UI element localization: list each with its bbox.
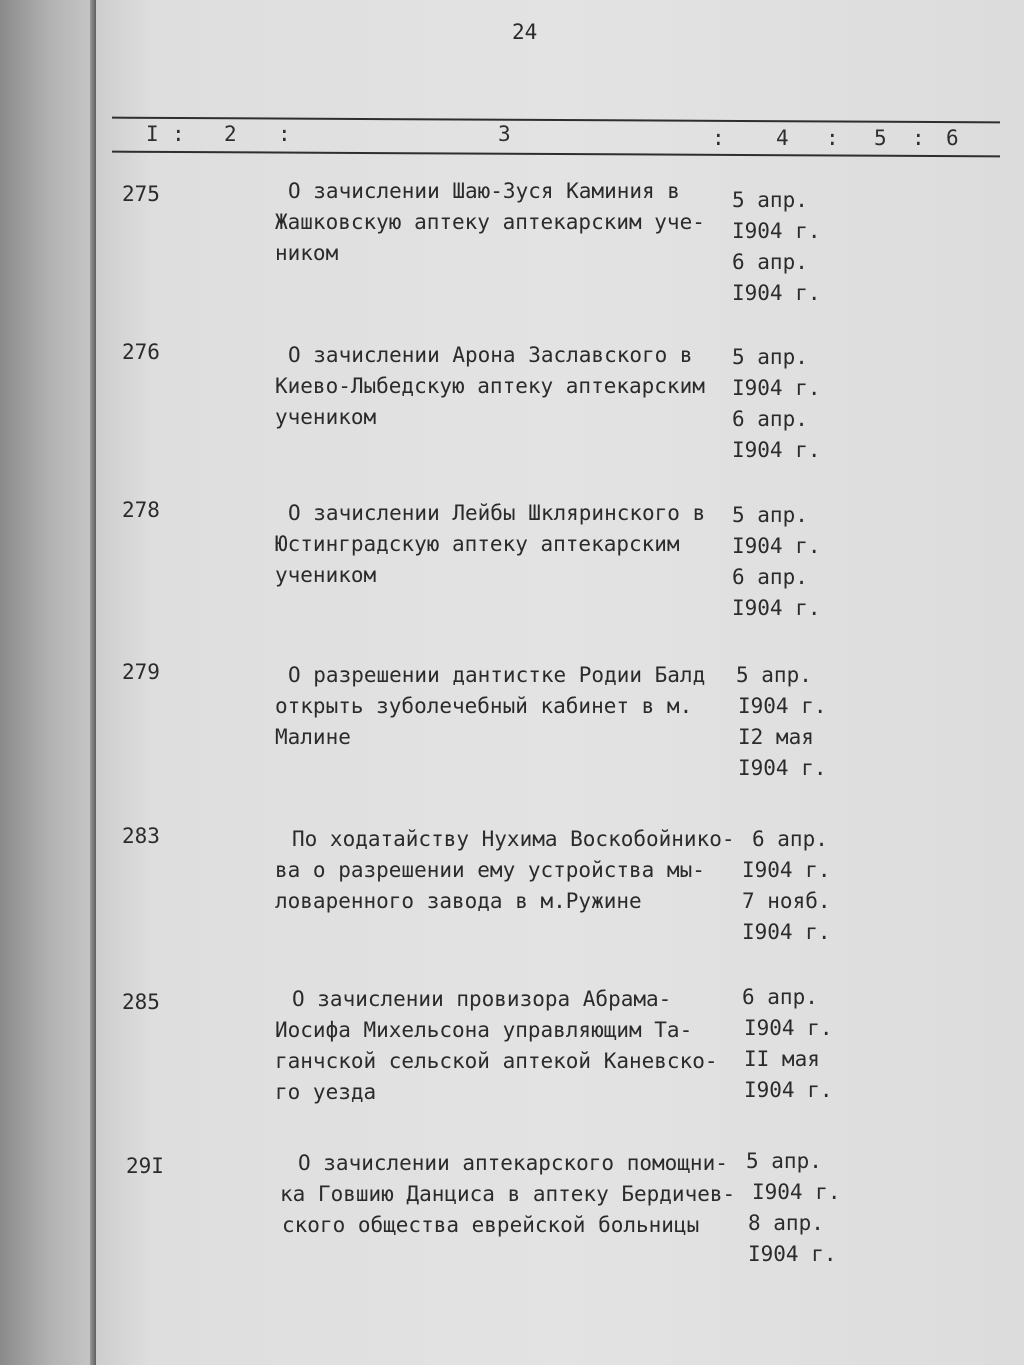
header-col-4: 4 xyxy=(776,126,789,150)
entry-date: 6 апр. xyxy=(732,565,808,589)
header-col-5: 5 xyxy=(874,126,887,150)
entry-date: I904 г. xyxy=(732,281,821,305)
entry-description-line: ловаренного завода в м.Ружине xyxy=(275,889,642,913)
entry-description-line: ником xyxy=(275,241,339,265)
entry-description-line: учеником xyxy=(275,563,377,587)
entry-description-line: О зачислении аптекарского помощни- xyxy=(298,1151,728,1175)
entry-date: I904 г. xyxy=(744,1078,833,1102)
entry-date: I904 г. xyxy=(732,596,821,620)
entry-number: 285 xyxy=(122,990,160,1014)
entry-date: 5 апр. xyxy=(736,663,812,687)
entry-date: I904 г. xyxy=(738,756,827,780)
entry-description-line: открыть зуболечебный кабинет в м. xyxy=(275,694,693,718)
header-col-2: 2 xyxy=(224,122,237,146)
entry-date: 5 апр. xyxy=(732,345,808,369)
entry-number: 29I xyxy=(126,1154,164,1178)
entry-date: 6 апр. xyxy=(752,827,828,851)
entry-description-line: О разрешении дантистке Родии Балд xyxy=(288,663,706,687)
entry-date: 5 апр. xyxy=(746,1149,822,1173)
entry-description-line: Жашковскую аптеку аптекарским уче- xyxy=(275,210,705,234)
entry-description-line: Юстинградскую аптеку аптекарским xyxy=(275,532,680,556)
entry-date: II мая xyxy=(744,1047,820,1071)
entry-description-line: ганчской сельской аптекой Каневско- xyxy=(275,1049,718,1073)
entry-date: I904 г. xyxy=(738,694,827,718)
entry-date: I904 г. xyxy=(742,858,831,882)
entry-description-line: ка Говшию Данциса в аптеку Бердичев- xyxy=(280,1182,736,1206)
entry-date: I904 г. xyxy=(732,438,821,462)
entry-date: I904 г. xyxy=(752,1180,841,1204)
entry-date: 6 апр. xyxy=(732,407,808,431)
entry-date: I904 г. xyxy=(744,1016,833,1040)
entry-date: I904 г. xyxy=(742,920,831,944)
header-sep: : xyxy=(826,126,839,150)
entry-number: 283 xyxy=(122,824,160,848)
entry-number: 275 xyxy=(122,182,160,206)
entry-date: 5 апр. xyxy=(732,188,808,212)
entry-description-line: О зачислении провизора Абрама- xyxy=(292,987,672,1011)
entry-description-line: Иосифа Михельсона управляющим Та- xyxy=(275,1018,693,1042)
entry-description-line: О зачислении Арона Заславского в xyxy=(288,343,693,367)
entry-date: 6 апр. xyxy=(742,985,818,1009)
entry-date: I904 г. xyxy=(732,376,821,400)
left-page-edge xyxy=(0,0,96,1365)
entry-date: 5 апр. xyxy=(732,503,808,527)
entry-description-line: О зачислении Лейбы Шкляринского в xyxy=(288,501,706,525)
entry-description-line: го уезда xyxy=(275,1080,377,1104)
entry-date: I2 мая xyxy=(738,725,814,749)
entry-number: 278 xyxy=(122,498,160,522)
entry-date: I904 г. xyxy=(732,219,821,243)
header-col-1: I xyxy=(146,122,159,146)
entry-date: I904 г. xyxy=(748,1242,837,1266)
entry-number: 279 xyxy=(122,660,160,684)
entry-date: 6 апр. xyxy=(732,250,808,274)
entry-description-line: По ходатайству Нухима Воскобойнико- xyxy=(292,827,735,851)
header-sep: : xyxy=(278,122,291,146)
entry-description-line: учеником xyxy=(275,405,377,429)
entry-description-line: Киево-Лыбедскую аптеку аптекарским xyxy=(275,374,705,398)
header-sep: : xyxy=(172,122,185,146)
header-col-6: 6 xyxy=(946,126,959,150)
entry-date: 7 нояб. xyxy=(742,889,831,913)
page-number: 24 xyxy=(512,20,538,44)
entry-description-line: ского общества еврейской больницы xyxy=(282,1213,700,1237)
header-col-3: 3 xyxy=(498,122,511,146)
entry-number: 276 xyxy=(122,340,160,364)
entry-description-line: Малине xyxy=(275,725,351,749)
header-sep: : xyxy=(712,126,725,150)
entry-description-line: О зачислении Шаю-Зуся Каминия в xyxy=(288,179,680,203)
header-sep: : xyxy=(912,126,925,150)
entry-description-line: ва о разрешении ему устройства мы- xyxy=(275,858,705,882)
entry-date: I904 г. xyxy=(732,534,821,558)
entry-date: 8 апр. xyxy=(748,1211,824,1235)
